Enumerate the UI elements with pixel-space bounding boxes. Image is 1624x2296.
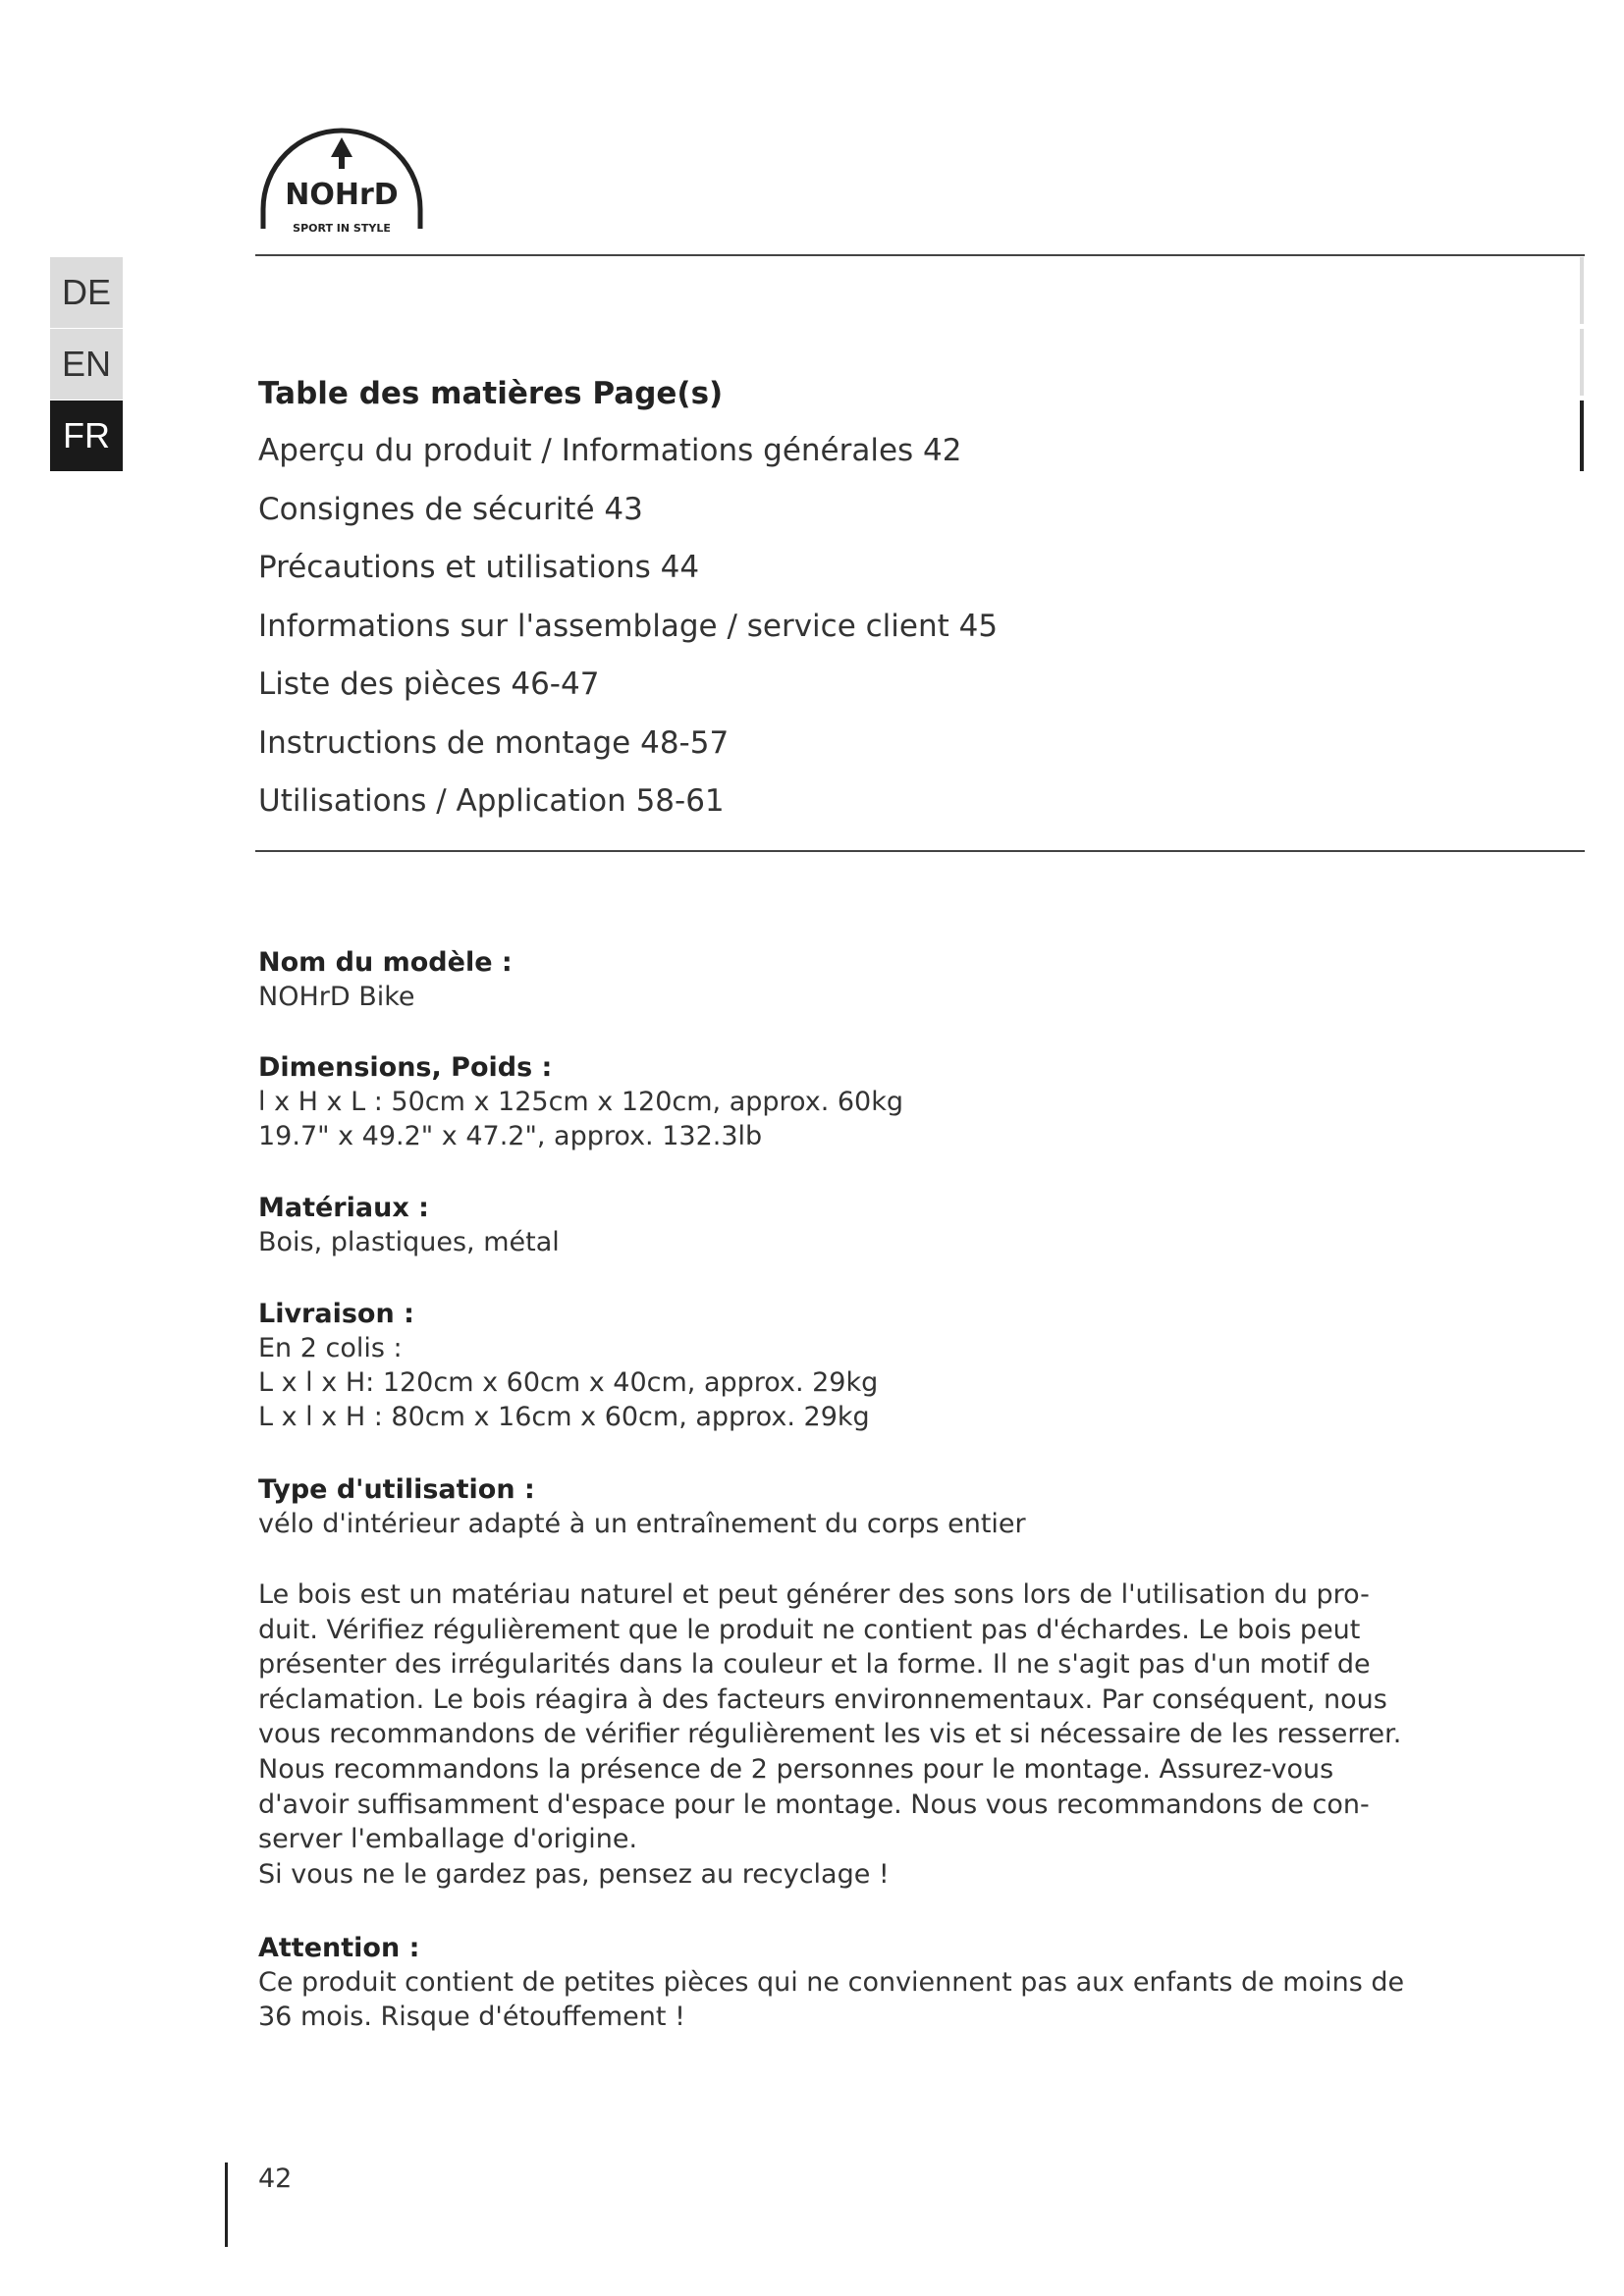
logo-brand: NOHrD [285, 178, 399, 212]
lang-tab-de[interactable]: DE [50, 257, 123, 328]
toc-item[interactable]: Instructions de montage 48-57 [258, 724, 730, 761]
spec-label: Livraison : [258, 1299, 414, 1329]
toc-title: Table des matières Page(s) [258, 376, 724, 411]
spec-value: NOHrD Bike [258, 982, 415, 1012]
notes-line: server l'emballage d'origine. [258, 1824, 638, 1855]
logo-tagline: SPORT IN STYLE [293, 222, 391, 235]
spec-usage [258, 1472, 1436, 1541]
spec-model [258, 945, 1436, 1014]
spec-value: L x l x H: 120cm x 60cm x 40cm, approx. 29kg [258, 1367, 879, 1398]
spec-label: Matériaux : [258, 1193, 429, 1223]
notes-line: d'avoir suffisamment d'espace pour le montage. Nous vous recommandons de con- [258, 1789, 1370, 1820]
notes-line: Nous recommandons la présence de 2 personnes pour le montage. Assurez-vous [258, 1753, 1334, 1785]
attention-line: Ce produit contient de petites pièces qui ne conviennent pas aux enfants de moins de [258, 1967, 1405, 1998]
attention-label: Attention : [258, 1933, 420, 1963]
notes-line: présenter des irrégularités dans la couleur et la forme. Il ne s'agit pas d'un motif de [258, 1649, 1371, 1681]
tree-icon [331, 137, 352, 157]
footer-bar [225, 2163, 228, 2247]
spec-dimensions [258, 1050, 1436, 1153]
toc-item[interactable]: Utilisations / Application 58-61 [258, 783, 725, 819]
lang-tab-en[interactable]: EN [50, 329, 123, 400]
lang-tab-fr-active[interactable]: FR [50, 400, 123, 471]
spec-value: En 2 colis : [258, 1333, 403, 1363]
toc-item[interactable]: Précautions et utilisations 44 [258, 550, 700, 585]
wood-care-notes [258, 1577, 1407, 1892]
notes-line: Si vous ne le gardez pas, pensez au recyclage ! [258, 1858, 890, 1890]
right-marker-de [1580, 257, 1584, 324]
table-of-contents [258, 365, 1535, 831]
notes-line: duit. Vérifiez régulièrement que le produit ne contient pas d'échardes. Le bois peut [258, 1614, 1361, 1645]
toc-item[interactable]: Aperçu du produit / Informations générales 42 [258, 433, 962, 468]
spec-value: Bois, plastiques, métal [258, 1227, 560, 1257]
toc-bottom-divider [255, 850, 1585, 852]
spec-value: l x H x L : 50cm x 125cm x 120cm, approx. 60kg [258, 1087, 904, 1117]
attention-warning [258, 1931, 1436, 2034]
attention-line: 36 mois. Risque d'étouffement ! [258, 2002, 685, 2032]
top-divider [255, 254, 1585, 256]
notes-line: réclamation. Le bois réagira à des facteurs environnementaux. Par conséquent, nous [258, 1683, 1387, 1715]
spec-value: vélo d'intérieur adapté à un entraînement du corps entier [258, 1509, 1026, 1539]
logo-mark [253, 116, 430, 243]
spec-value: 19.7" x 49.2" x 47.2", approx. 132.3lb [258, 1121, 763, 1151]
right-marker-en [1580, 329, 1584, 396]
spec-delivery [258, 1297, 1436, 1434]
spec-label: Type d'utilisation : [258, 1474, 535, 1505]
toc-item[interactable]: Liste des pièces 46-47 [258, 667, 600, 702]
notes-line: Le bois est un matériau naturel et peut générer des sons lors de l'utilisation du pro- [258, 1579, 1370, 1610]
page-number: 42 [258, 2163, 293, 2194]
nohrd-logo [253, 116, 430, 243]
spec-label: Dimensions, Poids : [258, 1052, 553, 1083]
notes-line: vous recommandons de vérifier régulièrement les vis et si nécessaire de les resserrer. [258, 1719, 1402, 1750]
right-marker-fr-active [1580, 400, 1584, 471]
spec-label: Nom du modèle : [258, 947, 513, 978]
toc-item[interactable]: Informations sur l'assemblage / service client 45 [258, 608, 999, 644]
spec-value: L x l x H : 80cm x 16cm x 60cm, approx. 29kg [258, 1402, 870, 1432]
spec-materials [258, 1191, 1436, 1259]
toc-item[interactable]: Consignes de sécurité 43 [258, 491, 643, 527]
